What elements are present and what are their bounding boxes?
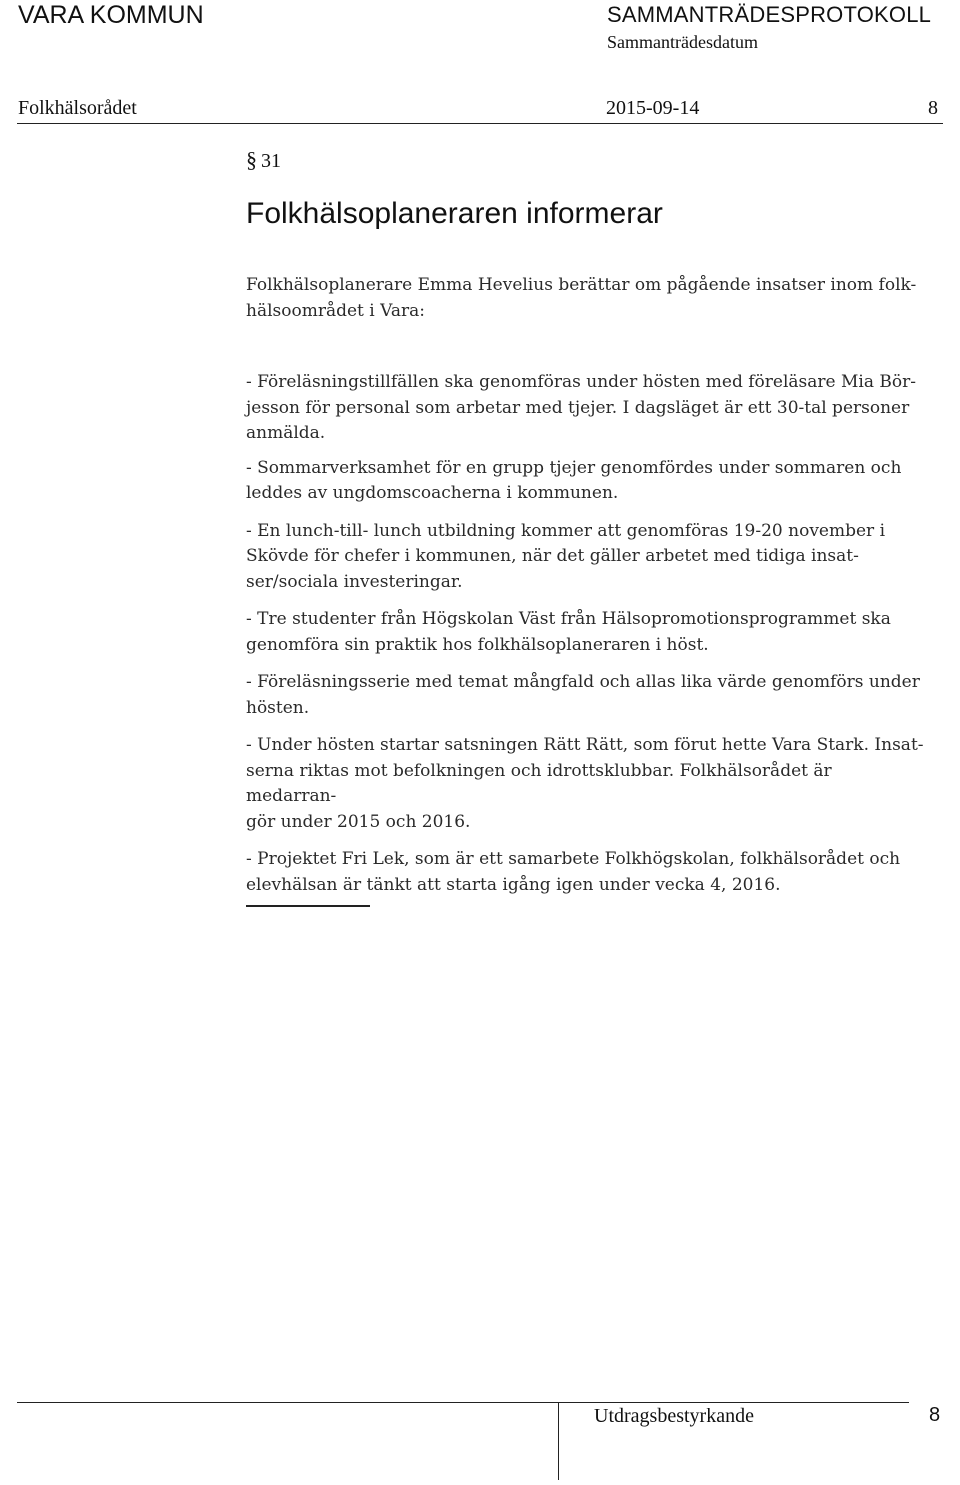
section-number-value: 31	[261, 150, 281, 172]
item-line: serna riktas mot befolkningen och idrottsklubbar. Folkhälsorådet är medarran-	[246, 760, 832, 806]
item-line: - Under hösten startar satsningen Rätt Rätt, som förut hette Vara Stark. Insat-	[246, 735, 924, 755]
footer-page-number: 8	[929, 1404, 941, 1426]
page-number: 8	[928, 97, 938, 119]
board-name: Folkhälsorådet	[18, 97, 137, 119]
section-end-rule	[246, 905, 370, 907]
intro-paragraph	[246, 273, 926, 324]
item-list	[246, 370, 926, 898]
item-line: ser/sociala investeringar.	[246, 571, 463, 592]
list-item	[246, 733, 926, 835]
header-divider	[17, 123, 943, 124]
item-line: Skövde för chefer i kommunen, när det gäller arbetet med tidiga insat-	[246, 546, 859, 566]
intro-line: hälsoområdet i Vara:	[246, 300, 425, 321]
item-line: - Föreläsningstillfällen ska genomföras under hösten med föreläsare Mia Bör-	[246, 372, 916, 392]
item-line: gör under 2015 och 2016.	[246, 811, 471, 832]
list-item	[246, 607, 926, 658]
meeting-date: 2015-09-14	[606, 97, 700, 119]
list-item	[246, 370, 926, 447]
list-item	[246, 847, 926, 898]
footer-divider	[17, 1402, 909, 1403]
item-line: jesson för personal som arbetar med tjejer. I dagsläget är ett 30-tal personer	[246, 397, 910, 418]
certification-label: Utdragsbestyrkande	[594, 1405, 754, 1427]
item-line: anmälda.	[246, 423, 326, 443]
item-line: - Projektet Fri Lek, som är ett samarbete Folkhögskolan, folkhälsorådet och	[246, 849, 901, 869]
item-line: elevhälsan är tänkt att starta igång igen under vecka 4, 2016.	[246, 874, 781, 895]
item-line: - Sommarverksamhet för en grupp tjejer genomfördes under sommaren och	[246, 457, 902, 478]
item-line: - En lunch-till- lunch utbildning kommer att genomföras 19-20 november i	[246, 520, 886, 541]
intro-line: Folkhälsoplanerare Emma Hevelius berättar om pågående insatser inom folk-	[246, 275, 917, 295]
footer-vertical-divider	[558, 1402, 559, 1480]
item-line: leddes av ungdomscoacherna i kommunen.	[246, 483, 619, 503]
section-number	[246, 148, 281, 173]
item-line: genomföra sin praktik hos folkhälsoplaneraren i höst.	[246, 634, 709, 655]
item-line: hösten.	[246, 697, 310, 718]
document-type: SAMMANTRÄDESPROTOKOLL	[607, 2, 932, 27]
meeting-date-label: Sammanträdesdatum	[607, 32, 758, 52]
list-item	[246, 519, 926, 596]
section-title: Folkhälsoplaneraren informerar	[246, 197, 663, 230]
organization-name: VARA KOMMUN	[18, 1, 204, 29]
item-line: - Föreläsningsserie med temat mångfald och allas lika värde genomförs under	[246, 672, 920, 692]
section-symbol: §	[246, 147, 257, 172]
list-item	[246, 670, 926, 721]
item-line: - Tre studenter från Högskolan Väst från Hälsopromotionsprogrammet ska	[246, 609, 891, 629]
list-item	[246, 456, 926, 507]
